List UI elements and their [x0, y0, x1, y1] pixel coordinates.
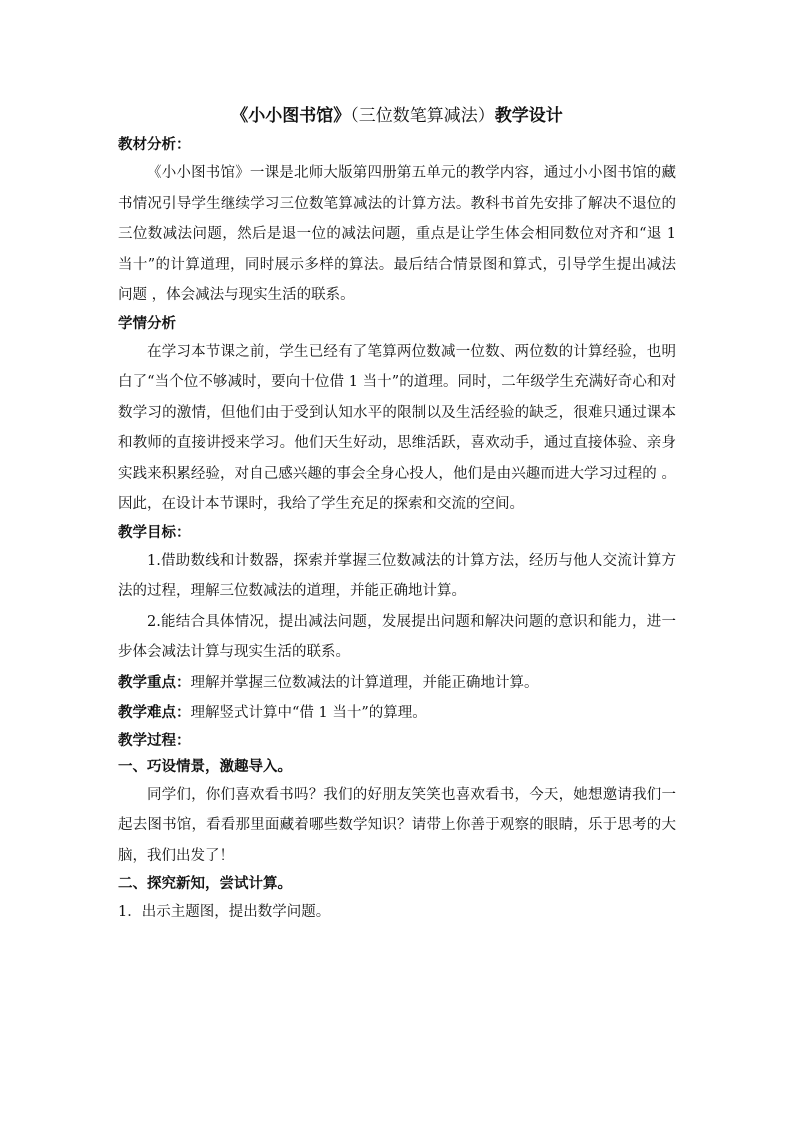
step-1-text: 同学们，你们喜欢看书吗？我们的好朋友笑笑也喜欢看书，今天，她想邀请我们一起去图书馆，看看那里面藏着哪些数学知识？请带上你善于观察的眼睛，乐于思考的大脑，我们出发了！ [118, 786, 676, 864]
key-point-text: 理解并掌握三位数减法的计算道理，并能正确地计算。 [190, 674, 539, 691]
student-analysis-heading: 学情分析 [118, 314, 176, 332]
difficulty-line [118, 698, 676, 728]
teaching-goal-2: 2.能结合具体情况，提出减法问题，发展提出问题和解决问题的意识和能力，进一步体会减法计算与现实生活的联系。 [118, 613, 676, 660]
step-2-item-1: 1．出示主题图，提出数学问题。 [118, 904, 331, 920]
difficulty-text: 理解竖式计算中“借 1 当十”的算理。 [190, 704, 427, 721]
document-title [118, 104, 676, 128]
key-point-line [118, 668, 676, 698]
title-main: 《小小图书馆》 [231, 106, 351, 126]
step-2-heading: 二、探究新知，尝试计算。 [118, 875, 292, 892]
teaching-process-heading: 教学过程： [118, 731, 191, 749]
title-subtitle: （三位数笔算减法） [350, 106, 495, 126]
material-analysis-text: 《小小图书馆》一课是北师大版第四册第五单元的教学内容，通过小小图书馆的藏书情况引导学生继续学习三位数笔算减法的计算方法。教科书首先安排了解决不退位的三位数减法问题，然后是退一位的减法问题，重点是让学生体会相同数位对齐和“退 1 当十”的计算道理，同时展示多样的算法。最后结合情景图和算式，引导学生提出减法问题 ，体会减法与现实生活的联系。 [118, 165, 676, 303]
material-analysis-heading: 教材分析： [118, 136, 191, 153]
student-analysis-text: 在学习本节课之前，学生已经有了笔算两位数减一位数、两位数的计算经验，也明白了“当个位不够减时，要向十位借 1 当十”的道理。同时，二年级学生充满好奇心和对数学习的激情，但他们由于受到认知水平的限制以及生活经验的缺乏，很难只通过课本和教师的直接讲授来学习。他们天生好动，思维活跃，喜欢动手，通过直接体验、亲身实践来积累经验，对自己感兴趣的事会全身心投人，他们是由兴趣而进大学习过程的 。因此，在设计本节课时，我给了学生充足的探索和交流的空间。 [118, 343, 676, 512]
step-1-heading: 一、巧设情景，激趣导入。 [118, 757, 292, 775]
teaching-goal-1: 1.借助数线和计数器，探索并掌握三位数减法的计算方法，经历与他人交流计算方法的过程，理解三位数减法的道理，并能正确地计算。 [118, 552, 676, 599]
key-point-label: 教学重点： [118, 673, 191, 691]
title-end: 教学设计 [494, 106, 563, 126]
difficulty-label: 教学难点： [118, 703, 191, 721]
teaching-goals-heading: 教学目标： [118, 523, 191, 541]
